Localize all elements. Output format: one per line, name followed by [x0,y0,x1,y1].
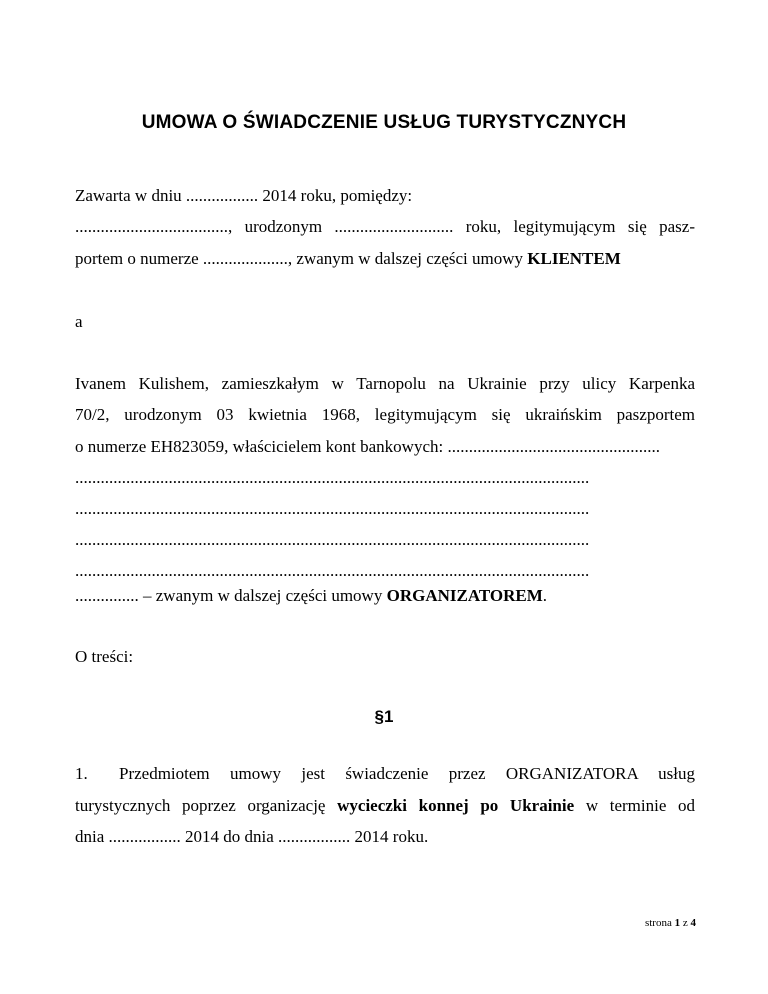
trip-name: wycieczki konnej po Ukrainie [337,796,575,815]
footer-prefix: strona [644,917,675,929]
content-intro: O treści: [75,647,134,666]
client-label: KLIENTEM [527,249,621,268]
organizer-last-end: . [542,586,548,605]
client-line-2 [75,249,695,269]
bank-accounts-dots-3: ......................................................................................................................... [75,530,590,549]
page-footer [645,917,696,929]
point-1-line-2-a: turystycznych poprzez organizację [75,796,338,815]
point-1-line-1 [75,764,695,784]
conjunction: a [75,312,83,331]
bank-accounts-dots-4: ......................................................................................................................... [75,561,590,580]
footer-middle: z [680,917,691,929]
point-1-number: 1. [75,764,88,783]
client-line-1: ...................................., urodzonym ............................ roku, legitymującym się pasz- [75,217,695,236]
bank-accounts-dots-1: ......................................................................................................................... [75,468,590,487]
organizer-line-1: Ivanem Kulishem, zamieszkałym w Tarnopolu na Ukrainie przy ulicy Karpenka [75,374,695,393]
client-line-2-text: portem o numerze ...................., zwanym w dalszej części umowy [75,249,528,268]
organizer-last-text: ............... – zwanym w dalszej części umowy [75,586,387,605]
organizer-last-line [75,586,695,606]
section-heading: §1 [374,707,394,726]
bank-accounts-dots-2: ......................................................................................................................... [75,499,590,518]
footer-total-pages: 4 [690,917,696,929]
footer-page-number: 1 [674,917,681,929]
point-1-line-2 [75,796,695,816]
organizer-label: ORGANIZATOREM [386,586,543,605]
point-1-line-2-b: w terminie od [574,796,696,815]
point-1-line-1-text: Przedmiotem umowy jest świadczenie przez ORGANIZATORA usług [119,764,695,783]
organizer-line-3: o numerze EH823059, właścicielem kont bankowych: .................................................. [75,437,660,456]
document-title: UMOWA O ŚWIADCZENIE USŁUG TURYSTYCZNYCH [141,112,627,133]
intro-line: Zawarta w dniu ................. 2014 roku, pomiędzy: [75,186,413,205]
organizer-line-2: 70/2, urodzonym 03 kwietnia 1968, legitymującym się ukraińskim paszportem [75,405,695,424]
point-1-line-3: dnia ................. 2014 do dnia ................. 2014 roku. [75,827,429,846]
